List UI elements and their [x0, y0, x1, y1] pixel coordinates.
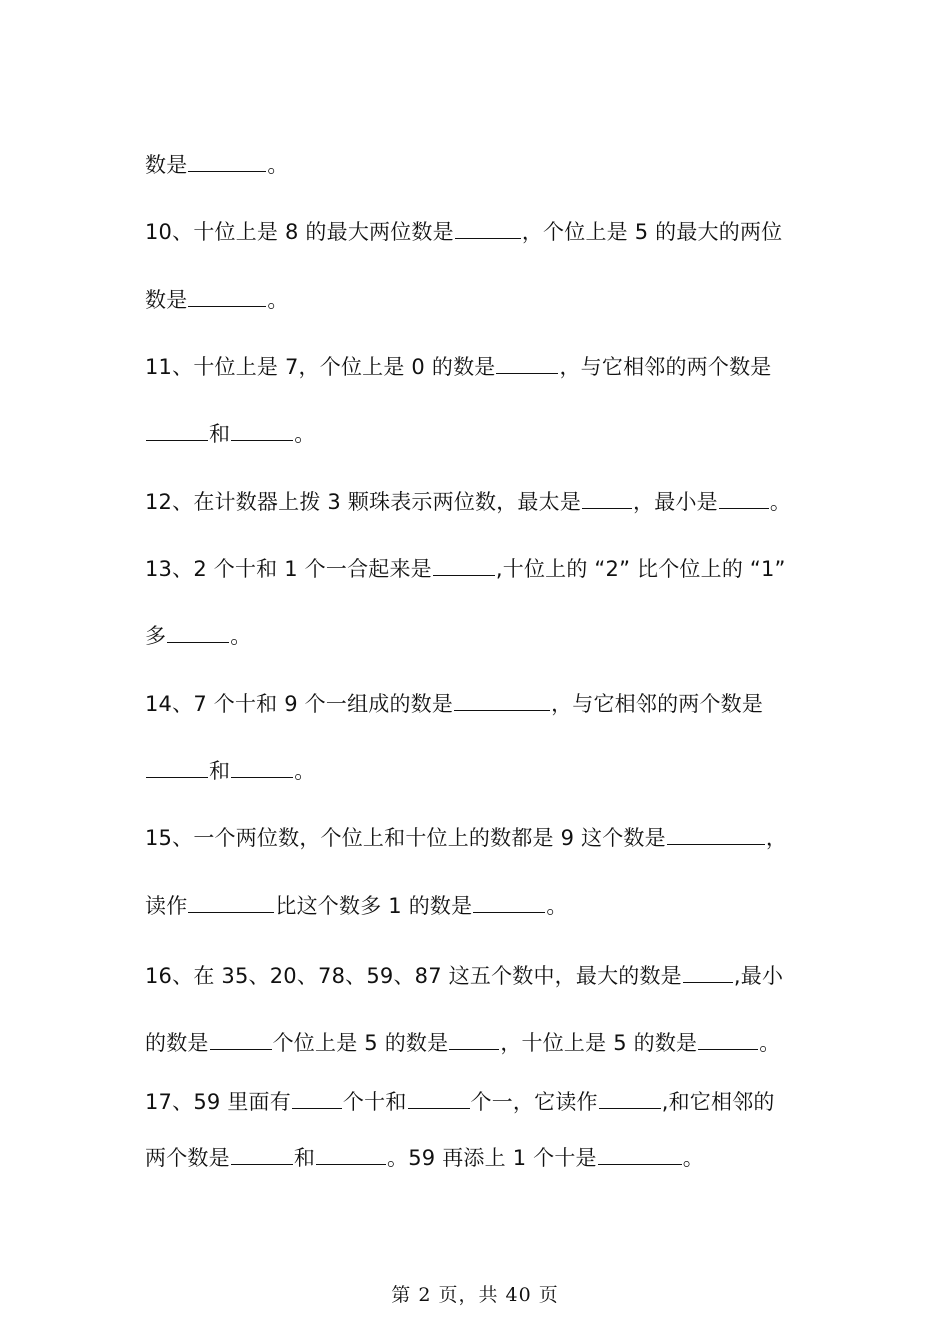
- answer-blank[interactable]: [167, 622, 229, 643]
- text-segment: 个位上是 5 的数是: [272, 1031, 449, 1055]
- text-segment: 。: [267, 153, 289, 177]
- text-segment: 两个数是: [145, 1146, 230, 1170]
- line-11: [145, 823, 815, 853]
- text-segment: 个一，它读作: [470, 1090, 598, 1114]
- answer-blank[interactable]: [188, 151, 266, 172]
- text-segment: ，与它相邻的两个数是: [559, 355, 772, 379]
- line-2: [145, 217, 815, 247]
- text-segment: 。: [769, 490, 792, 514]
- text-segment: 多: [145, 624, 167, 648]
- answer-blank[interactable]: [473, 892, 545, 913]
- text-segment: ，十位上是 5 的数是: [500, 1031, 698, 1055]
- answer-blank[interactable]: [582, 488, 632, 509]
- line-13: [145, 961, 815, 991]
- text-segment: 。: [230, 624, 252, 648]
- text-segment: 。: [682, 1146, 704, 1170]
- text-segment: 15、一个两位数，个位上和十位上的数都是 9 这个数是: [145, 826, 666, 850]
- line-3: [145, 285, 815, 315]
- answer-blank[interactable]: [316, 1144, 386, 1165]
- line-9: [145, 689, 815, 719]
- text-segment: 和: [209, 422, 231, 446]
- text-segment: ，最小是: [633, 490, 718, 514]
- text-segment: 和: [293, 1146, 316, 1170]
- answer-blank[interactable]: [408, 1088, 470, 1109]
- text-segment: 10、十位上是 8 的最大两位数是: [145, 220, 454, 244]
- answer-blank[interactable]: [599, 1088, 661, 1109]
- text-segment: ,和它相邻的: [661, 1090, 775, 1114]
- line-14: [145, 1028, 815, 1058]
- answer-blank[interactable]: [188, 286, 266, 307]
- answer-blank[interactable]: [210, 1029, 272, 1050]
- text-segment: 。: [294, 422, 316, 446]
- answer-blank[interactable]: [683, 962, 733, 983]
- page-footer: 第 2 页，共 40 页: [391, 1284, 559, 1306]
- text-segment: ，与它相邻的两个数是: [551, 692, 764, 716]
- answer-blank[interactable]: [146, 757, 208, 778]
- line-15: [145, 1087, 815, 1117]
- text-segment: 和: [209, 759, 231, 783]
- line-7: [145, 554, 815, 584]
- answer-blank[interactable]: [231, 757, 293, 778]
- text-segment: 16、在 35、20、78、59、87 这五个数中，最大的数是: [145, 964, 682, 988]
- text-segment: ,最小: [733, 964, 784, 988]
- text-segment: 的数是: [145, 1031, 209, 1055]
- text-segment: 。59 再添上 1 个十是: [387, 1146, 597, 1170]
- answer-blank[interactable]: [698, 1029, 758, 1050]
- text-segment: ,十位上的 “2” 比个位上的 “1”: [495, 557, 786, 581]
- line-6: [145, 487, 815, 517]
- answer-blank[interactable]: [454, 690, 550, 711]
- text-segment: 比这个数多 1 的数是: [275, 894, 473, 918]
- answer-blank[interactable]: [449, 1029, 499, 1050]
- answer-blank[interactable]: [719, 488, 769, 509]
- line-16: [145, 1143, 815, 1173]
- text-segment: 11、十位上是 7，个位上是 0 的数是: [145, 355, 496, 379]
- text-segment: 数是: [145, 153, 188, 177]
- text-segment: ，: [765, 826, 788, 850]
- answer-blank[interactable]: [292, 1088, 342, 1109]
- text-segment: 数是: [145, 288, 188, 312]
- text-segment: 。: [267, 288, 289, 312]
- answer-blank[interactable]: [496, 353, 558, 374]
- line-8: [145, 621, 815, 651]
- text-segment: 个十和: [342, 1090, 407, 1114]
- line-5: [145, 419, 815, 449]
- line-10: [145, 756, 815, 786]
- text-segment: 13、2 个十和 1 个一合起来是: [145, 557, 432, 581]
- answer-blank[interactable]: [455, 218, 521, 239]
- text-segment: 。: [759, 1031, 781, 1055]
- answer-blank[interactable]: [231, 420, 293, 441]
- answer-blank[interactable]: [231, 1144, 293, 1165]
- answer-blank[interactable]: [188, 892, 274, 913]
- text-segment: 17、59 里面有: [145, 1090, 291, 1114]
- line-1: [145, 150, 815, 180]
- line-12: [145, 891, 815, 921]
- text-segment: ，个位上是 5 的最大的两位: [521, 220, 783, 244]
- line-4: [145, 352, 815, 382]
- text-segment: 14、7 个十和 9 个一组成的数是: [145, 692, 454, 716]
- answer-blank[interactable]: [146, 420, 208, 441]
- answer-blank[interactable]: [433, 555, 495, 576]
- text-segment: 。: [294, 759, 316, 783]
- answer-blank[interactable]: [667, 824, 765, 845]
- text-segment: 。: [546, 894, 568, 918]
- answer-blank[interactable]: [598, 1144, 682, 1165]
- text-segment: 12、在计数器上拨 3 颗珠表示两位数，最太是: [145, 490, 582, 514]
- text-segment: 读作: [145, 894, 188, 918]
